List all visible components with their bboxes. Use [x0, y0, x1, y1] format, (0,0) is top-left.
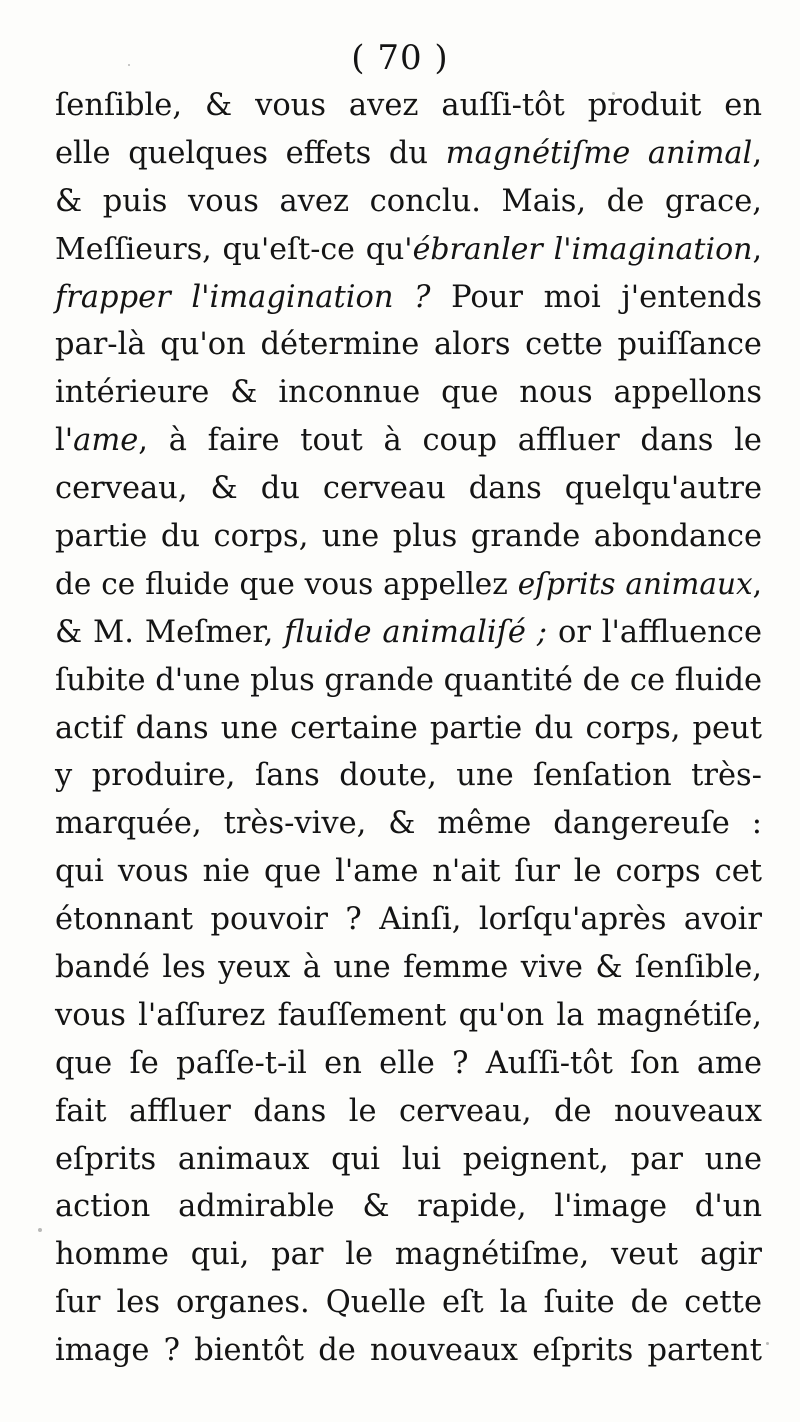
text-segment: homme qui, par le magnétiſme, veut agir	[55, 1237, 762, 1273]
text-line	[55, 1279, 762, 1327]
text-line	[55, 1040, 762, 1088]
text-segment: que ſe paſſe-t-il en elle ? Auſſi-tôt ſon ame	[55, 1045, 762, 1081]
text-line	[55, 513, 762, 561]
italic-text-segment: fluide animaliſé ;	[284, 614, 548, 650]
text-segment: ſenſible, & vous avez auſſi-tôt produit en	[55, 88, 762, 123]
text-line	[55, 226, 762, 274]
text-segment: vous l'aſſurez fauſſement qu'on la magnétiſe,	[55, 997, 762, 1033]
text-segment: ,	[752, 566, 762, 601]
text-segment: or l'affluence	[547, 614, 762, 650]
text-segment: marquée, très-vive, & même dangereuſe :	[55, 806, 762, 842]
text-line	[55, 1183, 762, 1231]
text-line	[55, 848, 762, 896]
paper-speck	[612, 92, 615, 95]
text-line	[55, 752, 762, 800]
text-line	[55, 992, 762, 1040]
text-line	[55, 1088, 762, 1136]
text-segment: Pour moi j'entends	[430, 279, 762, 315]
text-line	[55, 705, 762, 753]
text-line	[55, 130, 762, 178]
text-segment: partie du corps, une plus grande abondance	[55, 519, 762, 555]
text-segment: fait affluer dans le cerveau, de nouveaux	[55, 1093, 762, 1129]
text-segment: ſubite d'une plus grande quantité de ce fluide	[55, 662, 763, 698]
text-segment: cerveau, & du cerveau dans quelqu'autre	[55, 471, 762, 507]
text-line	[55, 274, 762, 322]
text-segment: l'	[55, 423, 74, 459]
text-segment: de ce fluide que vous appellez	[55, 566, 518, 601]
text-segment: eſprits animaux qui lui peignent, par une	[55, 1141, 762, 1177]
text-segment: action admirable & rapide, l'image d'un	[55, 1189, 762, 1225]
italic-text-segment: ame	[73, 423, 139, 459]
text-segment: qui vous nie que l'ame n'ait ſur le corps cet	[55, 854, 762, 890]
text-segment: actif dans une certaine partie du corps, peut	[55, 710, 762, 746]
paper-speck	[128, 64, 130, 66]
text-line	[55, 1327, 762, 1375]
text-line	[55, 82, 762, 130]
text-line	[55, 561, 762, 609]
paper-speck	[38, 1228, 42, 1232]
page-number: ( 70 )	[351, 38, 449, 78]
italic-text-segment: ébranler l'imagination	[412, 231, 753, 267]
text-line	[55, 896, 762, 944]
text-segment: Meſſieurs, qu'eſt-ce qu'	[55, 231, 413, 267]
text-segment: ,	[752, 231, 763, 267]
text-segment: , à faire tout à coup affluer dans le	[138, 423, 762, 459]
text-segment: elle quelques effets du	[55, 135, 446, 171]
text-line	[55, 178, 762, 226]
italic-text-segment: frapper l'imagination ?	[55, 279, 431, 315]
text-line	[55, 609, 762, 657]
text-segment: bandé les yeux à une femme vive & ſenſible,	[55, 950, 762, 986]
text-segment: ſur les organes. Quelle eſt la ſuite de cette	[55, 1285, 762, 1321]
italic-text-segment: magnétiſme animal	[445, 135, 753, 171]
italic-text-segment: eſprits animaux	[517, 566, 753, 601]
text-segment: par-là qu'on détermine alors cette puiſſance	[55, 327, 762, 363]
text-line	[55, 800, 762, 848]
text-line	[55, 321, 762, 369]
text-line	[55, 369, 762, 417]
text-segment: y produire, ſans doute, une ſenſation très-	[55, 758, 762, 794]
text-line	[55, 417, 762, 465]
text-line	[55, 465, 762, 513]
paper-speck	[766, 1342, 769, 1345]
text-segment: & M. Meſmer,	[55, 614, 285, 650]
text-segment: & puis vous avez conclu. Mais, de grace,	[55, 183, 762, 219]
text-line	[55, 657, 762, 705]
text-line	[55, 944, 762, 992]
body-text	[55, 82, 762, 1375]
text-line	[55, 1136, 762, 1184]
text-segment: intérieure & inconnue que nous appellons	[55, 375, 762, 411]
text-segment: image ? bientôt de nouveaux eſprits partent	[55, 1333, 762, 1369]
text-segment: étonnant pouvoir ? Ainſi, lorſqu'après avoir	[55, 902, 762, 938]
text-segment: ,	[752, 135, 763, 171]
text-line	[55, 1231, 762, 1279]
